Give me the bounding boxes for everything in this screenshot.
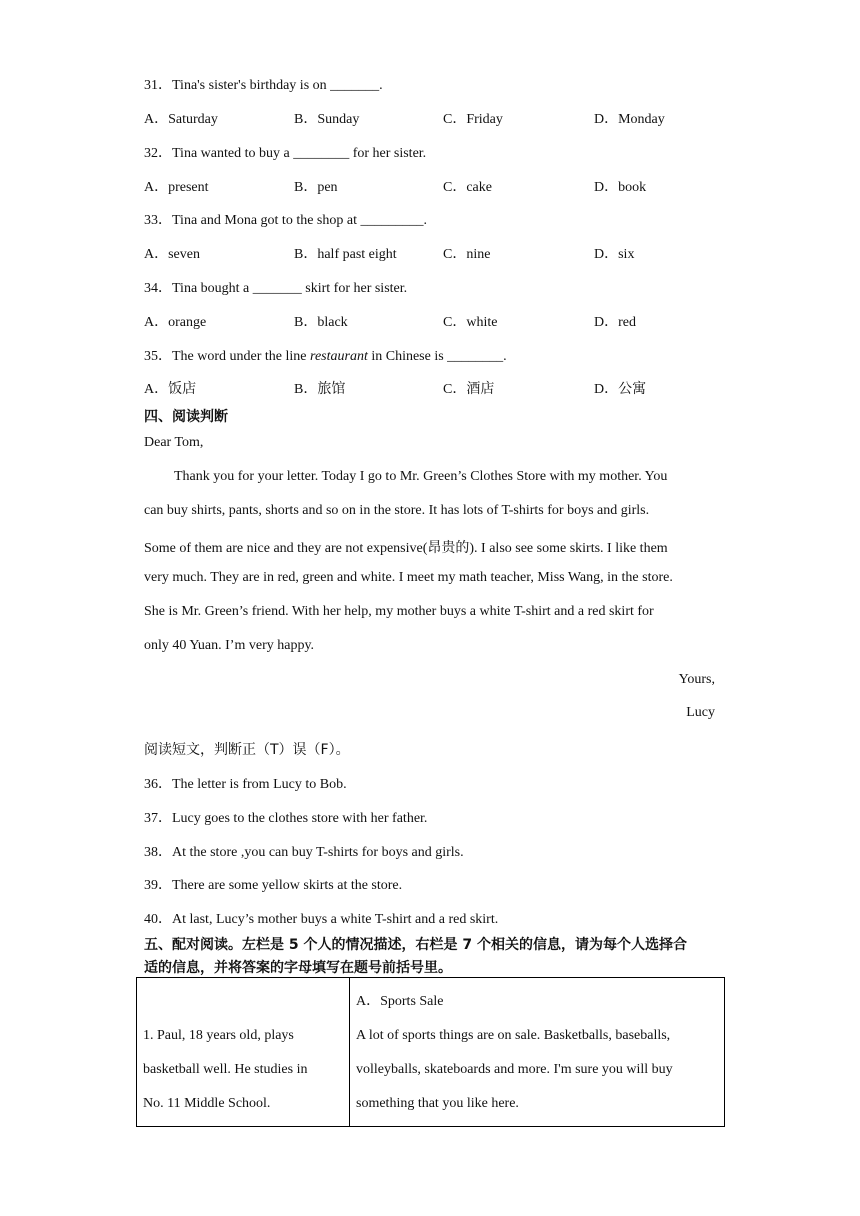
question-32-option-b: B．pen	[294, 180, 338, 195]
matching-table	[136, 977, 725, 1127]
section-5-heading-line-2: 适的信息，并将答案的字母填写在题号前括号里。	[144, 960, 452, 976]
info-option-line: something that you like here.	[356, 1096, 519, 1111]
section-5-heading-line-1: 五、配对阅读。左栏是 5 个人的情况描述，右栏是 7 个相关的信息，请为每个人选择合	[144, 937, 687, 953]
statement-39: 39．There are some yellow skirts at the store.	[144, 878, 403, 893]
question-31-option-c: C．Friday	[443, 112, 503, 127]
question-34-stem: 34．Tina bought a _______ skirt for her sister.	[144, 281, 408, 296]
info-option-line: volleyballs, skateboards and more. I'm sure you will buy	[356, 1062, 673, 1077]
letter-body-line-6: only 40 Yuan. I’m very happy.	[144, 638, 315, 653]
info-option-title: A．Sports Sale	[356, 994, 444, 1009]
question-35-option-a: A．饭店	[144, 382, 197, 397]
question-34-option-c: C．white	[443, 315, 498, 330]
info-option-a	[350, 978, 725, 1127]
table-row	[137, 978, 725, 1127]
statement-36: 36．The letter is from Lucy to Bob.	[144, 777, 347, 792]
person-description-line: No. 11 Middle School.	[143, 1096, 271, 1111]
question-35-option-b: B．旅馆	[294, 382, 346, 397]
question-31-option-b: B．Sunday	[294, 112, 360, 127]
question-35-stem-pre: 35．The word under the line	[144, 349, 311, 364]
statement-40: 40．At last, Lucy’s mother buys a white T-shirt and a red skirt.	[144, 912, 499, 927]
letter-body-line-1: Thank you for your letter. Today I go to Mr. Green’s Clothes Store with my mother. You	[174, 469, 668, 484]
question-33-option-a: A．seven	[144, 247, 200, 262]
letter-closing: Yours,	[678, 672, 715, 687]
section-4-instruction: 阅读短文，判断正（T）误（F）。	[144, 742, 350, 758]
question-32-option-d: D．book	[594, 180, 647, 195]
question-33-option-c: C．nine	[443, 247, 491, 262]
question-33-option-b: B．half past eight	[294, 247, 397, 262]
letter-body-line-3: Some of them are nice and they are not expensive(昂贵的). I also see some skirts. I like them	[144, 541, 668, 556]
question-32-stem: 32．Tina wanted to buy a ________ for her sister.	[144, 146, 427, 161]
question-35-stem	[144, 345, 507, 365]
person-description-1	[137, 978, 350, 1127]
info-option-line: A lot of sports things are on sale. Basketballs, baseballs,	[356, 1028, 671, 1043]
question-33-option-d: D．six	[594, 247, 635, 262]
question-35-option-d: D．公寓	[594, 382, 647, 397]
question-33-stem: 33．Tina and Mona got to the shop at _________.	[144, 213, 427, 228]
statement-38: 38．At the store ,you can buy T-shirts for boys and girls.	[144, 845, 464, 860]
letter-body-line-5: She is Mr. Green’s friend. With her help, my mother buys a white T-shirt and a red skirt for	[144, 604, 654, 619]
question-32-option-a: A．present	[144, 180, 209, 195]
question-35-stem-post: in Chinese is ________.	[367, 349, 507, 364]
question-31-stem: 31．Tina's sister's birthday is on _______.	[144, 78, 383, 93]
letter-body-line-2: can buy shirts, pants, shorts and so on in the store. It has lots of T-shirts for boys and girls.	[144, 503, 650, 518]
letter-salutation: Dear Tom,	[144, 435, 204, 450]
statement-37: 37．Lucy goes to the clothes store with her father.	[144, 811, 428, 826]
question-34-option-d: D．red	[594, 315, 636, 330]
letter-body-line-4: very much. They are in red, green and white. I meet my math teacher, Miss Wang, in the store.	[144, 570, 673, 585]
question-31-option-a: A．Saturday	[144, 112, 218, 127]
question-31-option-d: D．Monday	[594, 112, 665, 127]
letter-signature: Lucy	[686, 705, 715, 720]
question-32-option-c: C．cake	[443, 180, 492, 195]
question-34-option-b: B．black	[294, 315, 348, 330]
question-35-stem-emphasis: restaurant	[310, 349, 368, 364]
person-description-line: 1. Paul, 18 years old, plays	[143, 1028, 294, 1043]
question-35-option-c: C．酒店	[443, 382, 495, 397]
person-description-line: basketball well. He studies in	[143, 1062, 308, 1077]
section-4-heading: 四、阅读判断	[144, 409, 228, 425]
question-34-option-a: A．orange	[144, 315, 207, 330]
